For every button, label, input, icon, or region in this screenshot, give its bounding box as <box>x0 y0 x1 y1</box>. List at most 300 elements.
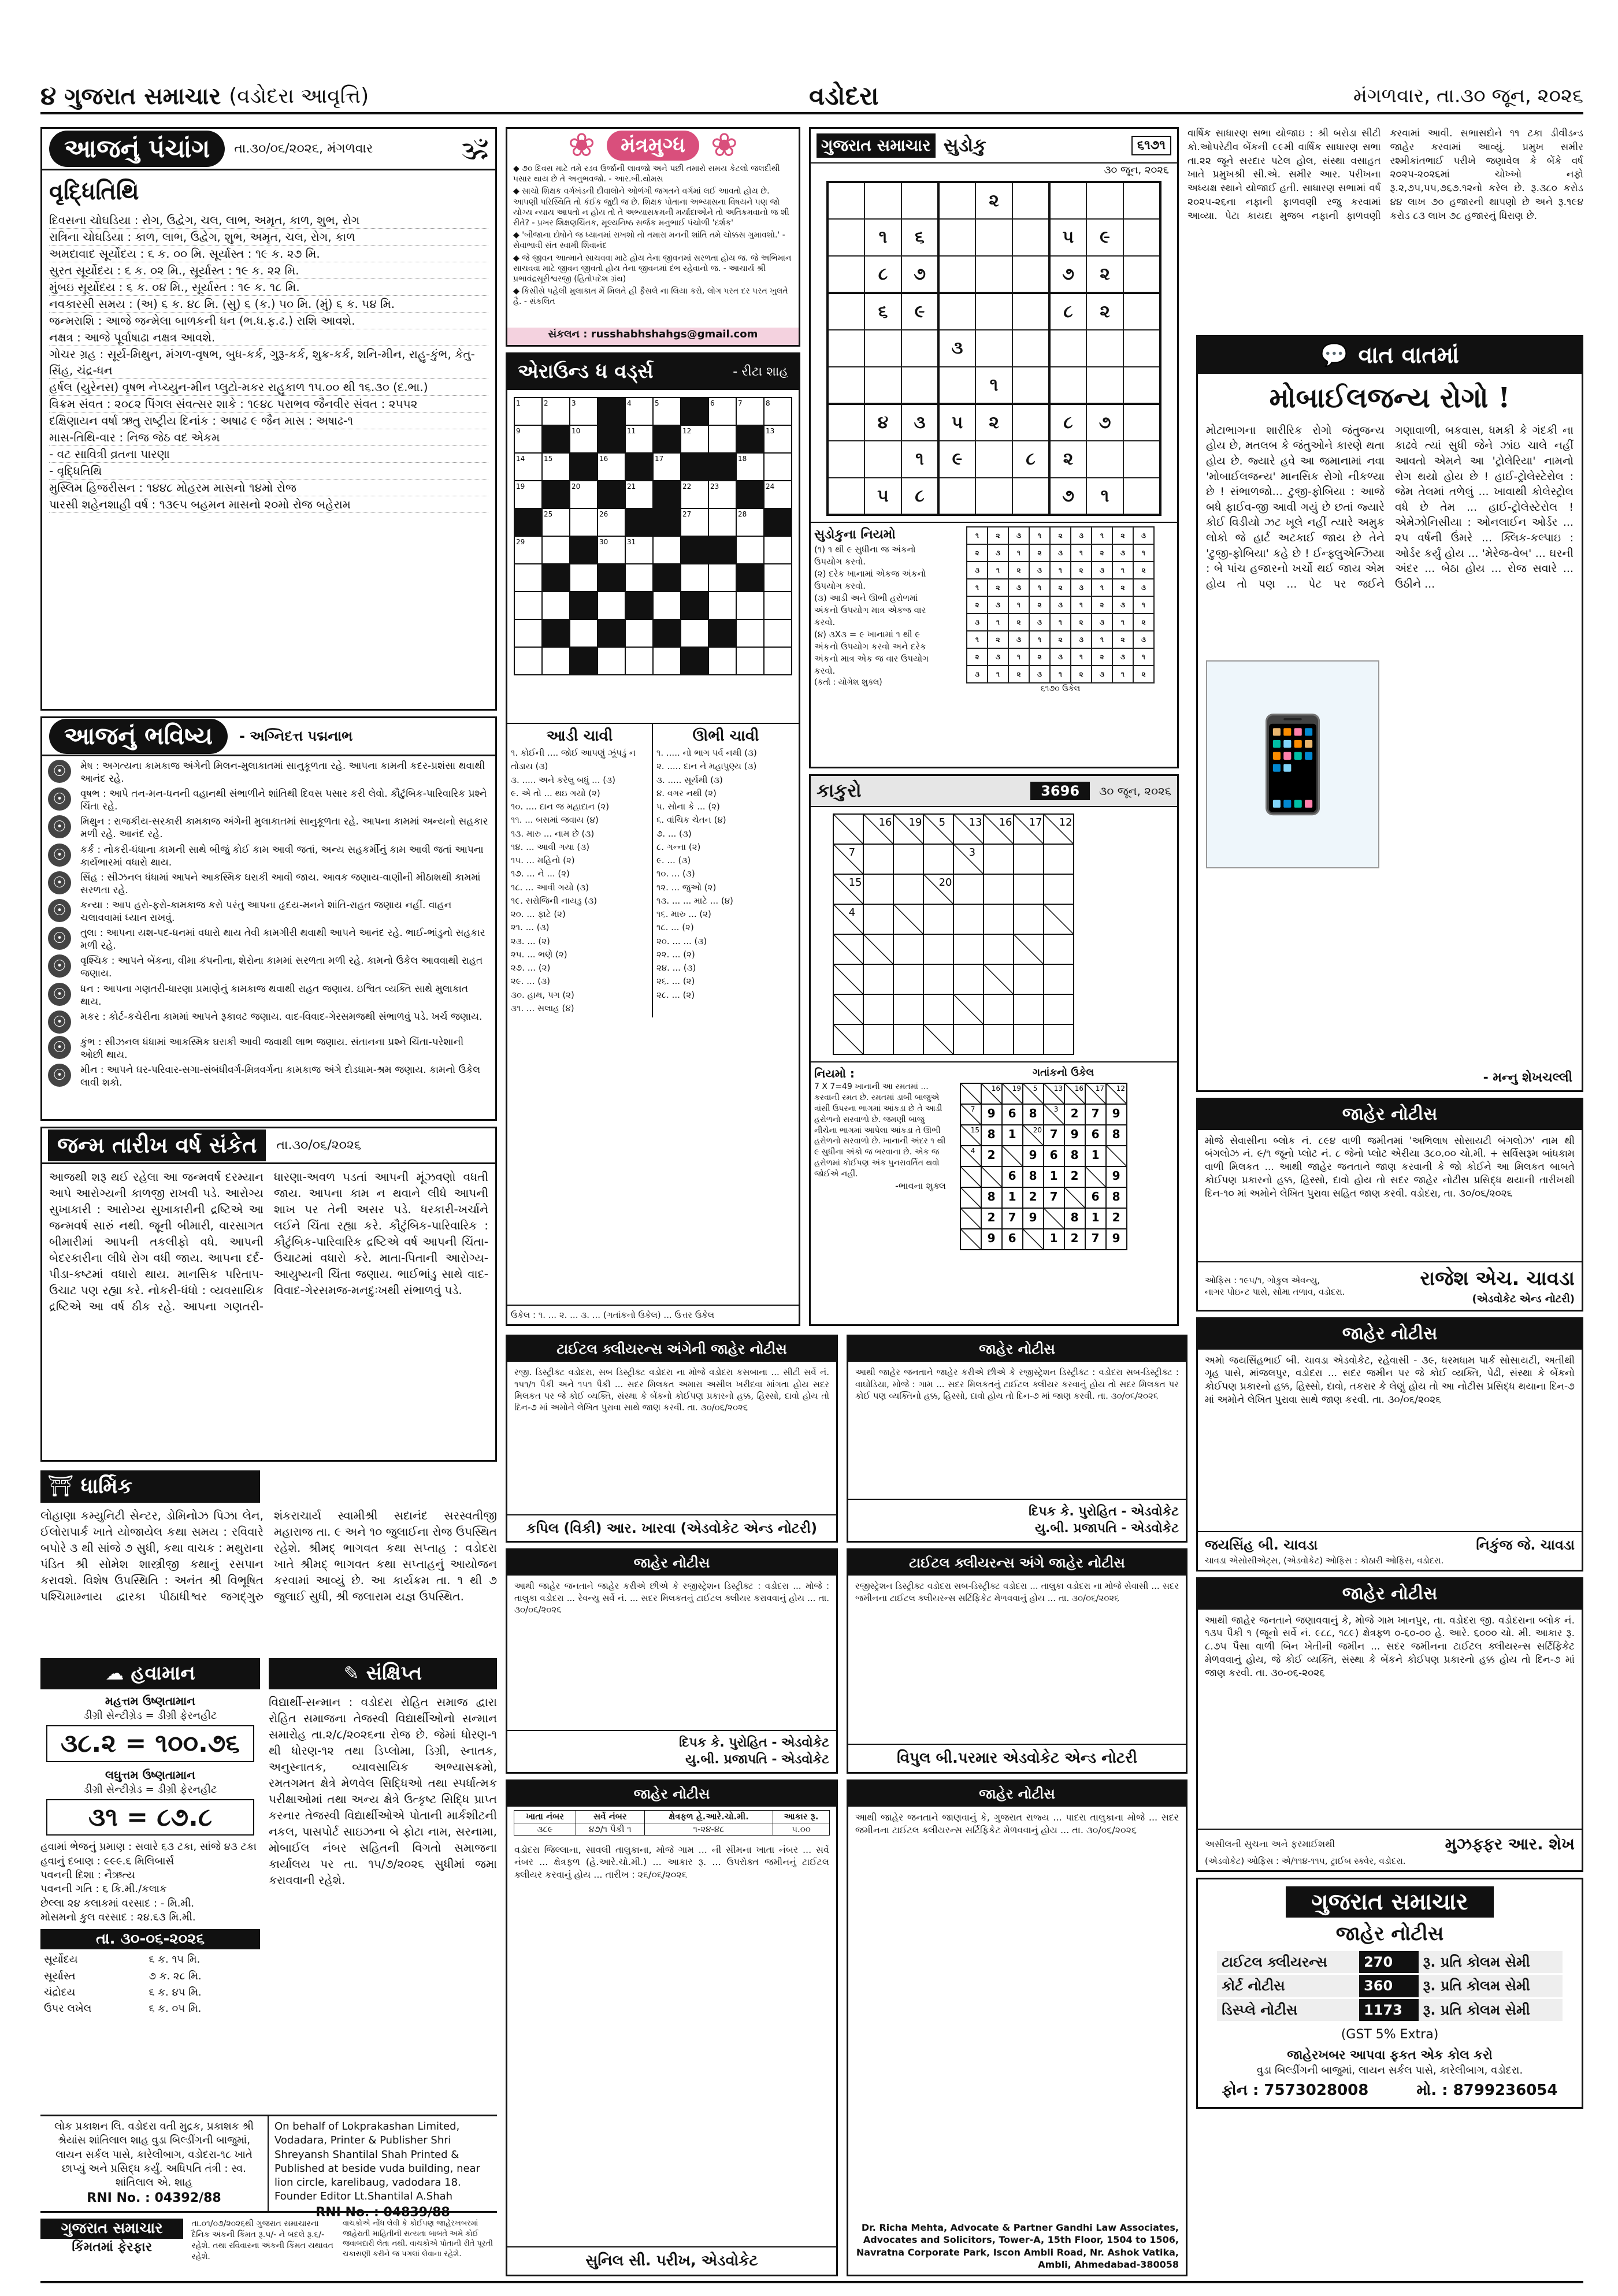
sudoku-rule: (૧) ૧ થી ૯ સુધીના જ અંકનો ઉપયોગ કરવો. <box>814 544 916 567</box>
crossword-cell[interactable] <box>598 647 625 675</box>
sudoku-prev-solution <box>966 526 1155 683</box>
crossword-cell <box>598 619 625 647</box>
sudoku-cell[interactable] <box>827 367 864 404</box>
sudoku-cell[interactable] <box>864 441 901 478</box>
sudoku-cell[interactable] <box>1123 478 1160 515</box>
sudoku-cell[interactable] <box>938 478 975 515</box>
crossword-cell[interactable] <box>764 564 792 592</box>
crossword-cell <box>653 564 681 592</box>
down-clue: ૧૮. ... (૨) <box>656 922 694 933</box>
sudoku-cell[interactable]: ૫ <box>864 478 901 515</box>
sudoku-cell[interactable] <box>938 256 975 293</box>
panchang-line: - વટ સાવિત્રી વ્રતના પારણા <box>49 446 488 463</box>
crossword-cell <box>542 619 570 647</box>
rates-mobile[interactable]: મો. : 8799236054 <box>1416 2081 1558 2099</box>
weather-details <box>40 1840 260 1925</box>
kakuro-cell[interactable] <box>1044 934 1074 964</box>
notice-title: ટાઈટલ ક્લીયરન્સ અંગે જાહેર નોટીસ <box>848 1550 1186 1576</box>
kakuro-cell[interactable] <box>893 934 923 964</box>
ad-rates-section <box>1196 1878 1583 2109</box>
sudoku-cell[interactable]: ૩ <box>901 404 938 441</box>
rates-phone[interactable]: ફોન : 7573028008 <box>1222 2081 1369 2099</box>
crossword-cell[interactable] <box>764 647 792 675</box>
crossword-cell[interactable] <box>764 453 792 481</box>
sudoku-cell[interactable]: ૭ <box>901 256 938 293</box>
crossword-cell[interactable] <box>708 425 736 453</box>
sudoku-cell[interactable]: ૮ <box>1049 293 1086 330</box>
imprint-left: લોક પ્રકાશન લિ. વડોદરા વતી મુદ્રક, પ્રકાશક શ્રી શ્રેયાંસ શાંતિલાલ શાહ વુડા બિલ્ડીંગની બાજુમાં, લાયન સર્કલ પાસે, કારેલીબાગ, વડોદરા-૧૮ ખાતે છાપ્યું અને પ્રસિદ્ધ કર્યું. અધિપતિ તંત્રી : સ્વ. શાંતિલાલ એ. શાહ <box>54 2120 254 2189</box>
sudoku-cell[interactable]: ૧ <box>864 219 901 256</box>
notice-body: આથી જાહેર જનતાને જાહેર કરીએ છીએ કે રજીસ્ટ્રેશન ડિસ્ટ્રીક્ટ : વડોદરા ... મોજે : તાલુકા વડોદરા ... રેવન્યુ સર્વે નં. ... સદર મિલકતનું ટાઈટલ ક્લીયર કરાવવાનું હોય ... તા. ૩૦/૦૬/૨૦૨૬ <box>514 1581 829 1615</box>
crossword-cell[interactable] <box>514 592 542 619</box>
kakuro-cell[interactable] <box>893 1024 923 1054</box>
sudoku-cell[interactable] <box>938 219 975 256</box>
rashi-item <box>48 815 489 841</box>
sudoku-cell[interactable]: ૯ <box>901 293 938 330</box>
rashi-icon: ☉ <box>48 1064 71 1087</box>
kakuro-cell[interactable] <box>953 964 984 994</box>
panchang-line: વિક્રમ સંવત : ૨૦૮૨ પિંગલ સંવત્સર શાકે : ૧૯૪૮ પરાભવ જૈનવીર સંવત : ૨૫૫૨ <box>49 396 488 413</box>
mantra-quote: ◆ 'બીજાના દોષોને જ ધ્યાનમાં રાખશો તો તમારા મનની શાંતિ તમે ચોક્કસ ગુમાવશો.' - સેવાભાવી સંત સ્વામી શિવાનંદ <box>513 231 785 251</box>
sudoku-cell[interactable] <box>827 441 864 478</box>
mantra-quotes <box>507 162 799 310</box>
notice-mid-4 <box>847 1548 1187 1774</box>
kakuro-clue: 7 <box>848 846 856 859</box>
crossword-cell <box>681 453 708 481</box>
rate-cell: કોર્ટ નોટીસ <box>1217 1974 1359 1998</box>
sudoku-cell[interactable] <box>975 330 1012 367</box>
down-clue: ૪. વગર નથી (૨) <box>656 787 717 798</box>
sudoku-section <box>809 127 1179 768</box>
across-clue: ૨૦. ... ફાટે (૨) <box>511 909 566 920</box>
sudoku-cell[interactable]: ૨ <box>975 182 1012 219</box>
kakuro-cell[interactable] <box>1044 844 1074 874</box>
lotus-icon: ❀ <box>710 127 738 165</box>
across-clue: ૯. એ તો ... થઇ ગયો (૨) <box>511 787 600 798</box>
crossword-clue-number: 11 <box>627 427 636 435</box>
kakuro-cell[interactable] <box>1044 874 1074 904</box>
sudoku-cell[interactable] <box>827 478 864 515</box>
crossword-cell[interactable] <box>736 647 764 675</box>
kakuro-cell[interactable] <box>923 934 953 964</box>
sudoku-prev-row <box>967 666 1154 683</box>
kakuro-sol-digit: 9 <box>1029 1148 1037 1162</box>
sudoku-cell[interactable] <box>1123 404 1160 441</box>
notice-client-note: અસીલની સુચના અને ફરમાઈશથી <box>1205 1838 1335 1850</box>
sun-row <box>40 1968 260 1985</box>
sudoku-cell[interactable] <box>1123 330 1160 367</box>
weather-line: હવામાં ભેજનું પ્રમાણ : સવારે ૬૩ ટકા, સાંજે ૪૩ ટકા <box>40 1841 257 1853</box>
sudoku-cell[interactable]: ૭ <box>1049 478 1086 515</box>
notice-title: જાહેર નોટીસ <box>1198 1319 1582 1350</box>
notice-signature: Dr. Richa Mehta, Advocate & Partner Gandhi Law Associates, Advocates and Solicitors, Tower-A, 15th Floor, 1504 to 1506, Navratna Corporate Park, Iscon Ambli Road, Nr. Ashok Vatika, Ambli, Ahmedabad-380058 <box>856 2221 1179 2271</box>
kakuro-cell[interactable] <box>984 904 1014 934</box>
sudoku-cell[interactable]: ૫ <box>938 404 975 441</box>
sudoku-row <box>827 293 1160 330</box>
kakuro-cell[interactable] <box>923 964 953 994</box>
kakuro-cell[interactable] <box>1014 844 1044 874</box>
kakuro-clue: 15 <box>970 1126 980 1135</box>
sudoku-cell[interactable]: ૨ <box>975 404 1012 441</box>
crossword-clue-number: 24 <box>766 482 775 491</box>
notice-signature <box>507 1730 836 1772</box>
kakuro-cell[interactable] <box>863 1024 893 1054</box>
kakuro-sol-title: ગતાંકનો ઉકેલ <box>1032 1067 1094 1079</box>
sudoku-cell[interactable] <box>1012 182 1049 219</box>
kakuro-cell[interactable] <box>923 994 953 1024</box>
notice-body: અમો જયસિંહભાઈ બી. ચાવડા એડવોકેટ, રહેવાસી - ૩૯, ધરમધામ પાર્ક સોસાયટી, અતીથી ગૃહ પાસે, માંજલપુર, વડોદરા ... સદર જમીન પર જે કોઈ વ્યક્તિ, પેઢી, સંસ્થા કે બેંકનો કોઈપણ પ્રકારનો હક્ક, હિસ્સો, દાવો, તકરાર કે લેણું હોય તો આ નોટીસ પ્રસિદ્ધ થયાના દિન-૭ માં અમોને લેખિત પુરાવા સાથે જાણ કરવી. તા. ૩૦/૦૬/૨૦૨૬ <box>1205 1354 1575 1406</box>
crossword-cell <box>570 453 598 481</box>
sudoku-prev-cell: ૧ <box>1112 614 1133 631</box>
crossword-grid[interactable] <box>511 395 795 718</box>
kakuro-clue: 5 <box>938 816 946 829</box>
sudoku-cell[interactable] <box>938 293 975 330</box>
crossword-cell[interactable] <box>514 564 542 592</box>
crossword-cell[interactable] <box>625 564 653 592</box>
kakuro-cell[interactable] <box>893 964 923 994</box>
sudoku-cell[interactable] <box>827 404 864 441</box>
rashi-icon: ☉ <box>48 760 71 783</box>
crossword-cell <box>708 453 736 481</box>
kakuro-cell[interactable] <box>893 994 923 1024</box>
sudoku-cell[interactable] <box>1012 219 1049 256</box>
price-disclaimer: વાચકોએ નોંધ લેવી કે કોઈપણ જાહેરખબરમાં જાહેરાતી માહિતીની સત્યતા બાબતે અમે કોઈ જવાબદારી લેતા નથી. વાચકોએ પોતાની રીતે પૂરતી ચકાસણી કરીને જ પગલાં લેવાના રહેશે. <box>342 2219 493 2258</box>
rashi-item <box>48 787 489 813</box>
crossword-cell <box>598 397 625 425</box>
sudoku-prev-cell: ૨ <box>1008 666 1029 683</box>
down-clue: ૫. સોના કે ... (૨) <box>656 801 720 812</box>
sudoku-cell[interactable]: ૧ <box>1086 478 1123 515</box>
kakuro-cell[interactable] <box>893 874 923 904</box>
kakuro-cell[interactable] <box>1044 994 1074 1024</box>
sudoku-cell[interactable] <box>1012 330 1049 367</box>
kakuro-clue: 3 <box>968 846 976 859</box>
land-table-cell: ૪૭/૧ પૈકી ૧ <box>576 1823 644 1835</box>
sudoku-cell[interactable]: ૬ <box>901 219 938 256</box>
kakuro-cell[interactable] <box>984 934 1014 964</box>
kakuro-sol-digit: 1 <box>1091 1210 1100 1225</box>
rashi-icon: ☉ <box>48 927 71 950</box>
sudoku-cell[interactable] <box>1123 256 1160 293</box>
crossword-cell[interactable] <box>570 619 598 647</box>
sudoku-cell[interactable]: ૪ <box>864 404 901 441</box>
crossword-cell[interactable] <box>708 508 736 536</box>
kakuro-clue: 20 <box>1033 1126 1042 1135</box>
crossword-cell[interactable] <box>736 619 764 647</box>
notice-body: આથી જાહેર જનતાને જાહેર કરીએ છીએ કે રજીસ્ટ્રેશન ડિસ્ટ્રીક્ટ : વડોદરા સબ-ડિસ્ટ્રીક્ટ : વાઘોડિયા, મોજે : ગામ ... સદર મિલકતનું ટાઈટલ ક્લીયર કરવાનું હોય તો સદર મિલકત પર કોઈ પણ વ્યક્તિનો હક્ક, હિસ્સો, દાવો હોય તો દિન-૭ માં જાણ કરવી. તા. ૩૦/૦૬/૨૦૨૬ <box>855 1367 1179 1401</box>
sudoku-prev-cell: ૧ <box>1071 544 1092 562</box>
kakuro-cell[interactable] <box>984 1024 1014 1054</box>
sudoku-cell[interactable] <box>1086 441 1123 478</box>
sudoku-grid[interactable] <box>826 181 1161 516</box>
sudoku-cell[interactable] <box>827 182 864 219</box>
across-clue: ૧. કોઈની .... જોઈ આપણું ઝૂંપડું ન તોડાય (૩) <box>511 748 636 772</box>
sudoku-cell[interactable] <box>827 219 864 256</box>
sudoku-cell[interactable] <box>975 219 1012 256</box>
kakuro-cell[interactable] <box>1044 1024 1074 1054</box>
sudoku-cell[interactable] <box>1086 182 1123 219</box>
sudoku-prev-cell: ૩ <box>967 666 988 683</box>
across-clue: ૨૯. ... (૩) <box>511 976 550 987</box>
crossword-cell[interactable] <box>542 592 570 619</box>
crossword-cell[interactable] <box>681 619 708 647</box>
kakuro-cell[interactable] <box>1014 904 1044 934</box>
ganesh-icon: 🕉 <box>462 131 488 165</box>
weather-line: પવનની ગતિ : ૬ કિ.મી./કલાક <box>40 1883 167 1896</box>
kakuro-cell[interactable] <box>984 844 1014 874</box>
sudoku-cell[interactable]: ૯ <box>938 441 975 478</box>
sudoku-cell[interactable] <box>1049 367 1086 404</box>
crossword-cell[interactable] <box>764 592 792 619</box>
sudoku-cell[interactable] <box>975 441 1012 478</box>
kakuro-cell[interactable] <box>1014 994 1044 1024</box>
crossword-cell[interactable] <box>570 508 598 536</box>
sudoku-prev-cell: ૨ <box>1071 614 1092 631</box>
sudoku-cell[interactable] <box>1012 478 1049 515</box>
crossword-cell <box>736 481 764 508</box>
kakuro-sol-digit: 8 <box>1029 1169 1037 1183</box>
crossword-cell[interactable] <box>542 647 570 675</box>
crossword-cell <box>625 592 653 619</box>
kakuro-sol-digit: 6 <box>1091 1127 1100 1142</box>
sudoku-cell[interactable]: ૩ <box>938 330 975 367</box>
sudoku-cell[interactable] <box>1049 182 1086 219</box>
kakuro-cell[interactable] <box>984 994 1014 1024</box>
sudoku-prev-cell: ૩ <box>1029 562 1050 579</box>
notice-title: જાહેર નોટીસ <box>1198 1099 1582 1130</box>
crossword-cell <box>570 647 598 675</box>
crossword-cell[interactable] <box>736 536 764 564</box>
crossword-clue-number: 29 <box>516 538 525 546</box>
crossword-cell[interactable] <box>708 564 736 592</box>
notice-advocate: મુઝફ્ફર આર. શેખ <box>1445 1834 1575 1853</box>
kakuro-section <box>809 774 1179 1326</box>
kakuro-cell[interactable] <box>863 964 893 994</box>
rashi-text: ધન : આપના ગણતરી-ધારણા પ્રમાણેનું કામકાજ થવાથી રાહત જણાય. ઇશ્વિત વ્યક્તિ સાથે મુલાકાત થાય. <box>80 983 469 1008</box>
notice-signature <box>1198 1261 1582 1310</box>
notice-body: વડોદરા જિલ્લાના, સાવલી તાલુકાના, મોજે ગામ ... ની સીમના ખાતા નંબર ... સર્વે નંબર ... ક્ષેત્રફળ (હે.આરે.ચો.મી.) ... આકાર રૂ. ... ઉપરોક્ત જમીનનું ટાઈટલ ક્લીયર કરવાનું હોય ... તારીખ : ૨૬/૦૬/૨૦૨૬ <box>514 1844 829 1881</box>
kakuro-sol-digit: 7 <box>1049 1127 1058 1142</box>
rate-cell: 270 <box>1359 1951 1419 1974</box>
sudoku-prev-cell: ૧ <box>967 631 988 648</box>
sudoku-cell[interactable] <box>1123 367 1160 404</box>
kakuro-sol-digit: 9 <box>1029 1210 1037 1225</box>
sudoku-cell[interactable]: ૯ <box>1086 219 1123 256</box>
notice-title: જાહેર નોટીસ <box>507 1781 836 1807</box>
vaat-text: મોટાભાગના શારીરિક રોગો જંતુજન્ય હોય છે, મતલબ કે જંતુઓને કારણે થતા હોય છે. જ્યારે હવે આ જમાનામાં નવા 'મોબાઈલજન્ય' માનસિક રોગો નીકળ્યા છે ! સંભાળજો... ટુજી-ફોબિયા : આજે બધે ફાઈવ-જી આવી ગયું છે છતાં જ્યારે કોઈ વિડીયો ઝટ ખૂલે નહીં ત્યારે અમુક લોકો જે હાર્ટ અટકાઈ જાય છે તેને 'ટુજી-ફોબિયા' કહે છે ! ઈન્ફ્લુએન્ઝિયા : બે પાંચ હજારનો ખર્ચો થઈ જાય એમ હોય તો પણ ... પેટ પર જઈને ગણાવાળી, બકવાસ, ધમકી કે ગંદકી ના કાઢવે ત્યાં સુધી જેને ઝાંઇ ચાલે નહીં આવતો એમને આ 'ટ્રોલેરિયા' નામનો રોગ થયો હોય છે ! હાઈ-ટ્રોલેસ્ટેરોલ : જેમ તેલમાં તળેલું ... ખાવાથી કોલેસ્ટ્રોલ વધે છે તેમ ... હાઈ-ટ્રોલેસ્ટેરોલ ! એમેઝોનિસીયા : ઓનલાઈન ઓર્ડર ... ૨૫ વર્ષની ઉંમરે ... ક્લિક-કલ્પાઇ : ઓર્ડર કર્યું હોય ... 'મેરેજ-વેબ' ... ઘરની અંદર ... બેઠા હોય ... રોજ સવારે ... ઉઠીને ... <box>1206 423 1574 590</box>
notice-title: જાહેર નોટીસ <box>1198 1579 1582 1610</box>
down-clue: ૧૦. ... (૩) <box>656 868 695 879</box>
kakuro-cell[interactable] <box>953 904 984 934</box>
kakuro-cell[interactable] <box>1014 964 1044 994</box>
sudoku-cell[interactable] <box>938 367 975 404</box>
sudoku-cell[interactable] <box>1086 330 1123 367</box>
crossword-cell[interactable] <box>542 536 570 564</box>
sudoku-cell[interactable] <box>901 330 938 367</box>
crossword-answers: ઉકેલ : ૧. ... ૨. ... ૩. ... (ગતાંકનો ઉકેલ) ... ઉત્તર ઉકેલ <box>507 1305 799 1324</box>
land-table-cell: ૫.૦૦ <box>773 1823 829 1835</box>
crossword-cell[interactable] <box>514 647 542 675</box>
crossword-cell[interactable] <box>736 592 764 619</box>
kakuro-grid[interactable] <box>832 813 1156 1056</box>
crossword-cell[interactable] <box>653 536 681 564</box>
sudoku-cell[interactable] <box>901 182 938 219</box>
kakuro-cell[interactable] <box>923 904 953 934</box>
kakuro-cell[interactable] <box>953 874 984 904</box>
crossword-cell[interactable] <box>625 647 653 675</box>
kakuro-cell[interactable] <box>893 844 923 874</box>
kakuro-cell[interactable] <box>863 904 893 934</box>
crossword-cell <box>736 564 764 592</box>
rate-cell: 1173 <box>1359 1998 1419 2022</box>
rashi-icon: ☉ <box>48 815 71 838</box>
crossword-cell[interactable] <box>764 619 792 647</box>
crossword-cell[interactable] <box>653 592 681 619</box>
sudoku-cell[interactable]: ૮ <box>1049 404 1086 441</box>
down-clue: ૬. વાંચિક ચેતન (૪) <box>656 815 726 826</box>
rashi-text: સિંહ : સીઝનલ ધંધામાં આપને આકસ્મિક ઘરાકી આવી જાય. આવક જણાય-વાણીની મીઠાશથી કામમાં સરળતા રહે. <box>80 871 481 896</box>
sudoku-cell[interactable] <box>1012 256 1049 293</box>
sudoku-prev-cell: ૧ <box>1050 666 1071 683</box>
sudoku-prev-cell: ૩ <box>1112 648 1133 666</box>
sudoku-cell[interactable] <box>975 478 1012 515</box>
sudoku-cell[interactable]: ૫ <box>1049 219 1086 256</box>
crossword-clue-number: 31 <box>627 538 636 546</box>
kakuro-cell[interactable] <box>863 844 893 874</box>
sudoku-cell[interactable] <box>901 367 938 404</box>
panchang-section <box>40 127 497 711</box>
sudoku-prev-cell: ૩ <box>1071 631 1092 648</box>
rashi-text: કુંભ : સીઝનલ ધંધામાં આકસ્મિક ઘરાકી આવી જવાથી લાભ જણાય. સંતાનના પ્રશ્ને ચિંતા-પરેશાની ઓછી થાય. <box>80 1036 464 1061</box>
sudoku-prev-cell: ૨ <box>1071 562 1092 579</box>
sudoku-date: ૩૦ જૂન, ૨૦૨૬ <box>1104 164 1169 176</box>
notice-office-address: નાગર પોઇન્ટ પાસે, સોમા તળાવ, વડોદરા. <box>1205 1286 1345 1297</box>
notice-advocate-role: (એડવોકેટ એન્ડ નોટરી) <box>1472 1292 1575 1305</box>
panchang-line: નક્ષત્ર : આજે પૂર્વાષાઢા નક્ષત્ર આવશે. <box>49 329 488 346</box>
sudoku-cell[interactable] <box>1123 293 1160 330</box>
kakuro-cell[interactable] <box>953 1024 984 1054</box>
land-table-cell: ૩૮૯ <box>514 1823 576 1835</box>
sudoku-row <box>827 367 1160 404</box>
sudoku-prev-cell: ૩ <box>1071 527 1092 544</box>
crossword-clue-number: 23 <box>710 482 719 491</box>
sudoku-cell[interactable]: ૧ <box>975 367 1012 404</box>
sudoku-cell[interactable] <box>1086 367 1123 404</box>
sudoku-prev-cell: ૩ <box>1050 596 1071 614</box>
across-clue: ૨૩. ... (૨) <box>511 935 550 946</box>
crossword-cell[interactable] <box>514 619 542 647</box>
edition-label: (વડોદરા આવૃત્તિ) <box>229 84 369 108</box>
sudoku-prev-cell: ૨ <box>1050 631 1071 648</box>
kakuro-clue: 13 <box>968 816 982 829</box>
kakuro-sol-digit: 9 <box>987 1231 996 1246</box>
crossword-cell[interactable] <box>653 647 681 675</box>
sudoku-cell[interactable] <box>1123 441 1160 478</box>
kakuro-cell[interactable] <box>953 934 984 964</box>
crossword-cell[interactable] <box>598 592 625 619</box>
sudoku-cell[interactable] <box>938 182 975 219</box>
sudoku-cell[interactable]: ૧ <box>901 441 938 478</box>
crossword-cell <box>653 481 681 508</box>
kakuro-cell[interactable] <box>863 874 893 904</box>
panchang-line: - વૃદ્ધિતિથિ <box>49 463 488 480</box>
sudoku-cell[interactable]: ૮ <box>1012 441 1049 478</box>
kakuro-cell[interactable] <box>1044 964 1074 994</box>
crossword-clue-number: 27 <box>682 510 692 518</box>
crossword-clue-number: 30 <box>599 538 608 546</box>
sudoku-cell[interactable]: ૨ <box>1049 441 1086 478</box>
sudoku-cell[interactable]: ૨ <box>1086 293 1123 330</box>
weather-line: પવનની દિશા : નૈઋત્ય <box>40 1868 135 1881</box>
sudoku-cell[interactable]: ૮ <box>864 256 901 293</box>
cartoon-illustration: 📱 <box>1206 660 1379 868</box>
sudoku-cell[interactable]: ૨ <box>1086 256 1123 293</box>
sudoku-cell[interactable] <box>827 330 864 367</box>
sudoku-cell[interactable] <box>1012 404 1049 441</box>
sudoku-cell[interactable] <box>864 330 901 367</box>
crossword-cell <box>570 536 598 564</box>
dharmik-section <box>40 1470 497 1649</box>
sudoku-cell[interactable] <box>864 367 901 404</box>
kakuro-cell[interactable] <box>1014 874 1044 904</box>
kakuro-cell[interactable] <box>984 874 1014 904</box>
sudoku-cell[interactable]: ૮ <box>901 478 938 515</box>
sudoku-cell[interactable] <box>827 293 864 330</box>
sudoku-cell[interactable] <box>1123 182 1160 219</box>
crossword-cell[interactable] <box>625 619 653 647</box>
rashi-text: મીન : આપને ઘર-પરિવાર-સગા-સંબંધીવર્ગ-મિત્રવર્ગના કામકાજ અંગે દોડધામ-શ્રમ જણાય. કામનો ઉકેલ લાવી શકો. <box>80 1064 481 1088</box>
sudoku-row <box>827 330 1160 367</box>
crossword-cell <box>681 536 708 564</box>
sudoku-cell[interactable] <box>1012 293 1049 330</box>
max-temp-cols: ડીગ્રી સેન્ટીગ્રેડ = ડીગ્રી ફેરનહીટ <box>83 1710 217 1722</box>
sudoku-prev-cell: ૨ <box>1133 562 1154 579</box>
kakuro-cell[interactable] <box>863 994 893 1024</box>
sudoku-prev-cell: ૩ <box>1133 527 1154 544</box>
sudoku-row <box>827 441 1160 478</box>
sudoku-prev-cell: ૧ <box>1092 631 1112 648</box>
min-temp-label: લઘુત્તમ ઉષ્ણતામાન <box>105 1767 195 1782</box>
sudoku-prev-cell: ૩ <box>1092 666 1112 683</box>
sudoku-cell[interactable] <box>975 256 1012 293</box>
crossword-cell[interactable] <box>764 536 792 564</box>
sudoku-cell[interactable] <box>975 293 1012 330</box>
crossword-cell[interactable] <box>708 647 736 675</box>
bank-news-text: વાર્ષિક સાધારણ સભા યોજાઇ : શ્રી બરોડા સીટી કો.ઓપરેટીવ બેંકની ૯૯મી વાર્ષિક સાધારણ સભા તા.૨૨ જૂને સરદાર પટેલ હોલ, સંસ્થા વસાહત ખાતે પ્રમુખશ્રી સી.એ. સમીર આર. પરીખના અધ્યક્ષ સ્થાને યોજાઈ હતી. સાધારણ સભામાં વર્ષ ૨૦૨૫-૨૬ના નફાની ફાળવણી રજુ કરવામાં આવ્યા. પેટા કાયદા મુજબ નફાની ફાળવણી કરવામાં આવી. સભાસદોને ૧૧ ટકા ડીવીડન્ડ જાહેર કરવામાં આવ્યું. પ્રમુખ સમીર રશ્મીકાંતભાઈ પરીખે જણાવેલ કે બેંકે વર્ષ ૨૦૨૫-૨૦૨૬માં ચોખ્ખો નફો રૂ.૨,૭૫,૫૫,૭૬૭.૧૨નો કરેલ છે. રૂ.૩૮૦ કરોડ ૪૪ લાખ ૭૦ હજારની થાપણો છે અને રૂ.૧૯૪ કરોડ ૮૩ લાખ ૭૮ હજારનું ધિરાણ છે. <box>1187 128 1583 222</box>
sudoku-cell[interactable] <box>827 256 864 293</box>
kakuro-clue: 15 <box>848 876 862 889</box>
sudoku-cell[interactable] <box>1049 330 1086 367</box>
panchang-line: રાત્રિના ચોઘડિયા : કાળ, લાભ, ઉદ્વેગ, શુભ, અમૃત, ચલ, રોગ, કાળ <box>49 229 488 246</box>
notice-office: (એડવોકેટ) ઓફિસ : એ/૧૧૪-૧૧૫, ટ્રાઈબ સ્ક્વેર, વડોદરા. <box>1205 1855 1406 1866</box>
sudoku-cell[interactable]: ૭ <box>1049 256 1086 293</box>
crossword-cell[interactable] <box>708 592 736 619</box>
kakuro-cell[interactable] <box>923 844 953 874</box>
crossword-cell <box>681 647 708 675</box>
sudoku-cell[interactable] <box>1123 219 1160 256</box>
sudoku-cell[interactable] <box>864 182 901 219</box>
crossword-cell[interactable] <box>570 564 598 592</box>
kakuro-cell[interactable] <box>1014 1024 1044 1054</box>
sudoku-cell[interactable]: ૬ <box>864 293 901 330</box>
sudoku-cell[interactable]: ૭ <box>1086 404 1123 441</box>
rate-row <box>1217 1951 1563 1974</box>
sudoku-cell[interactable] <box>1012 367 1049 404</box>
rashi-icon: ☉ <box>48 844 71 867</box>
mantra-quote: ◆ સાચો શિક્ષક વર્ગખંડની દીવાલોને ઓળંગી જગતને વર્ગમાં લઈ આવતો હોય છે. આપણી પરિસ્થિતિ તો કંઈક જુદી જ છે. શિક્ષક પોતાના અભ્યાસના વિષયને પણ જો યોગ્ય ન્યાય આપતો ન હોય તો તે અભ્યાસક્રમની મર્યાદાઓને તો અતિક્રમવાનો જ શી રીતે? - પ્રખર શિક્ષણચિંતક, મૂલ્યનિષ્ઠ સર્જક મનુભાઈ પંચોળી 'દર્શક' <box>513 187 789 228</box>
crossword-cell[interactable] <box>681 564 708 592</box>
rashi-text: કન્યા : આપ હરો-ફરો-કામકાજ કરો પરંતુ આપના હૃદય-મનને શાંતિ-રાહત જણાય નહીં. વાહન ચલાવવામાં ધ્યાન રાખવું. <box>80 899 452 924</box>
